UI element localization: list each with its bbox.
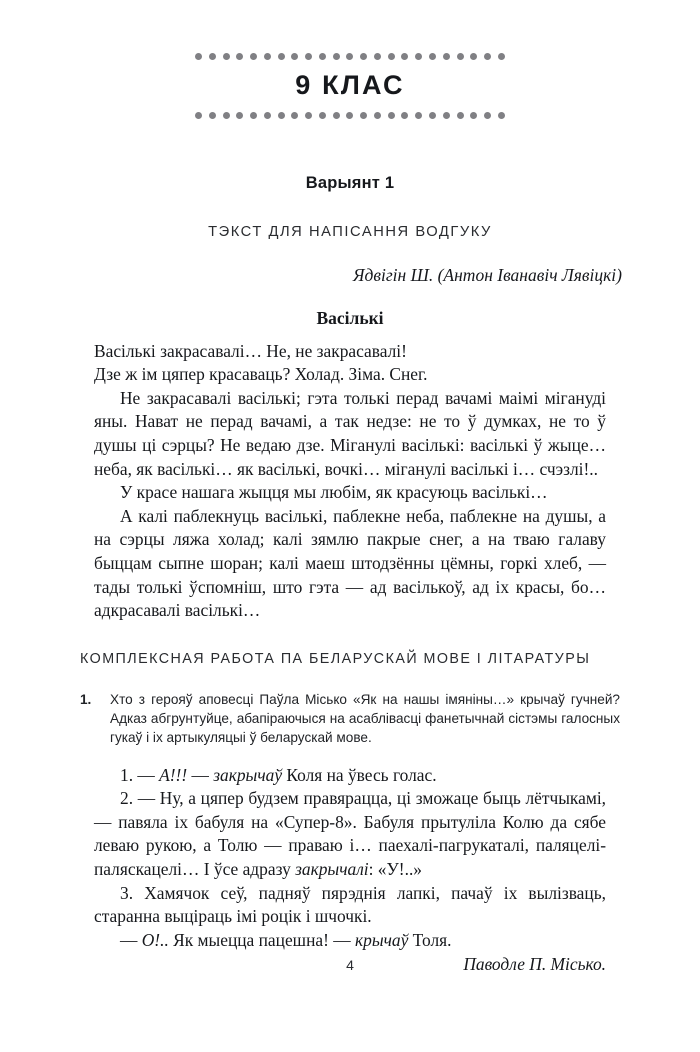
banner-dot — [346, 112, 353, 119]
banner-dot — [443, 53, 450, 60]
prose-paragraph: А калі паблекнуць васількі, паблекне неба, паблекне на душы, а на сэрцы ляжа холад; калі зямлю пакрые снег, а на тваю галаву быццам сыпне шоран; калі маеш штодзённы цёмны, горкі хлеб, — тады толькі ўспомніш, што гэта — ад васількоў, ад іх красы, бо… адкрасавалі васількі… — [94, 505, 606, 621]
banner-dot — [360, 112, 367, 119]
banner-dot — [278, 53, 285, 60]
banner-dot — [470, 112, 477, 119]
excerpt-item — [94, 764, 606, 788]
author-attribution: Ядвігін Ш. (Антон Іванавіч Лявіцкі) — [353, 264, 622, 285]
excerpt-item — [94, 929, 606, 953]
banner-dot — [319, 112, 326, 119]
banner-dot — [498, 112, 505, 119]
banner-dot — [429, 53, 436, 60]
task-number: 1. — [80, 691, 92, 707]
banner-dot — [209, 53, 216, 60]
banner-dot — [333, 53, 340, 60]
task-item — [80, 690, 620, 748]
page-banner — [0, 52, 700, 120]
banner-dot — [223, 53, 230, 60]
banner-dot — [236, 112, 243, 119]
excerpt-text: 1. — — [120, 764, 160, 785]
excerpt-text: 2. — Ну, а цяпер будзем правярацца, ці зможаце быць лётчыкамі, — павяла іх бабуля на «Супер-8». Бабуля прытуліла Колю да сябе леваю рукою, а Толю — праваю і… паехалі-пагрукаталі, паляцелі-паляскацелі… І ўсе адразу — [94, 788, 606, 880]
page-number: 4 — [346, 957, 354, 973]
excerpt-text: Як мыецца пацешна! — — [168, 929, 355, 950]
banner-dot — [209, 112, 216, 119]
prose-paragraph: Васількі закрасавалі… Не, не закрасавалі! — [94, 340, 407, 361]
task-text: Хто з герояў аповесці Паўла Місько «Як на нашы імяніны…» крычаў гучней? Адказ абгрунтуйце, абапіраючыся на асаблівасці фанетычнай сістэмы галосных гукаў і іх артыкуляцыі ў беларускай мове. — [110, 691, 620, 746]
banner-dot — [484, 112, 491, 119]
work-title: Васількі — [316, 307, 384, 328]
banner-dot — [333, 112, 340, 119]
prose-paragraph: Не закрасавалі васількі; гэта толькі перад вачамі маімі мігануді яны. Нават не перад вачамі, а так недзе: не то ў думках, не то ў душы ці сэрцы? Не ведаю дзе. Міганулі васількі: васількі ў жыце… неба, як васількі… як васількі, вочкі… міганулі васількі і… счэзлі!.. — [94, 387, 606, 479]
banner-dot — [388, 53, 395, 60]
banner-dot — [457, 112, 464, 119]
excerpt-text: Толя. — [408, 929, 452, 950]
excerpt-emphasis: закрычалі — [295, 859, 369, 880]
prose-paragraph: Дзе ж ім цяпер красаваць? Холад. Зіма. Снег. — [94, 364, 428, 385]
banner-dot — [264, 53, 271, 60]
banner-dot — [346, 53, 353, 60]
text-purpose-subheading: ТЭКСТ ДЛЯ НАПІСАННЯ ВОДГУКУ — [208, 223, 492, 240]
excerpt-emphasis: А!!! — [159, 764, 188, 785]
page-title: 9 КЛАС — [295, 70, 405, 100]
banner-dot — [360, 53, 367, 60]
banner-dot — [305, 53, 312, 60]
banner-dot — [470, 53, 477, 60]
banner-dot — [429, 112, 436, 119]
document-page — [0, 52, 700, 1052]
excerpt-item — [94, 882, 606, 929]
dotted-rule-top — [195, 52, 505, 60]
banner-dot — [195, 53, 202, 60]
banner-dot — [484, 53, 491, 60]
banner-dot — [498, 53, 505, 60]
banner-dot — [401, 112, 408, 119]
variant-heading: Варыянт 1 — [305, 173, 395, 192]
dotted-rule-bottom — [195, 112, 505, 120]
banner-dot — [374, 112, 381, 119]
banner-dot — [415, 112, 422, 119]
banner-dot — [319, 53, 326, 60]
banner-dot — [305, 112, 312, 119]
banner-dot — [388, 112, 395, 119]
banner-dot — [250, 53, 257, 60]
banner-dot — [291, 53, 298, 60]
excerpt-emphasis: крычаў — [354, 929, 409, 950]
banner-dot — [374, 53, 381, 60]
banner-dot — [443, 112, 450, 119]
excerpt-text: — — [120, 929, 142, 950]
section-heading: КОМПЛЕКСНАЯ РАБОТА ПА БЕЛАРУСКАЙ МОВЕ І ЛІТАРАТУРЫ — [80, 650, 591, 667]
excerpt-text: : «У!..» — [368, 859, 422, 880]
excerpt-text: 3. Хамячок сеў, падняў пярэднія лапкі, пачаў іх вылізваць, старанна выціраць імі роцік і шчочкі. — [94, 882, 606, 927]
banner-dot — [264, 112, 271, 119]
prose-body — [94, 340, 606, 623]
banner-dot — [223, 112, 230, 119]
banner-dot — [401, 53, 408, 60]
banner-dot — [457, 53, 464, 60]
excerpt-text: Коля на ўвесь голас. — [282, 764, 437, 785]
banner-dot — [195, 112, 202, 119]
excerpt-text: — — [187, 764, 214, 785]
excerpt-item — [94, 787, 606, 881]
excerpt-block — [94, 764, 606, 953]
banner-dot — [236, 53, 243, 60]
source-attribution: Паводле П. Місько. — [463, 954, 606, 975]
prose-paragraph: У красе нашага жыцця мы любім, як красуюць васількі… — [120, 482, 548, 503]
excerpt-emphasis: закрычаў — [213, 764, 283, 785]
banner-dot — [250, 112, 257, 119]
banner-dot — [278, 112, 285, 119]
excerpt-emphasis: О!.. — [141, 929, 169, 950]
banner-dot — [415, 53, 422, 60]
banner-dot — [291, 112, 298, 119]
